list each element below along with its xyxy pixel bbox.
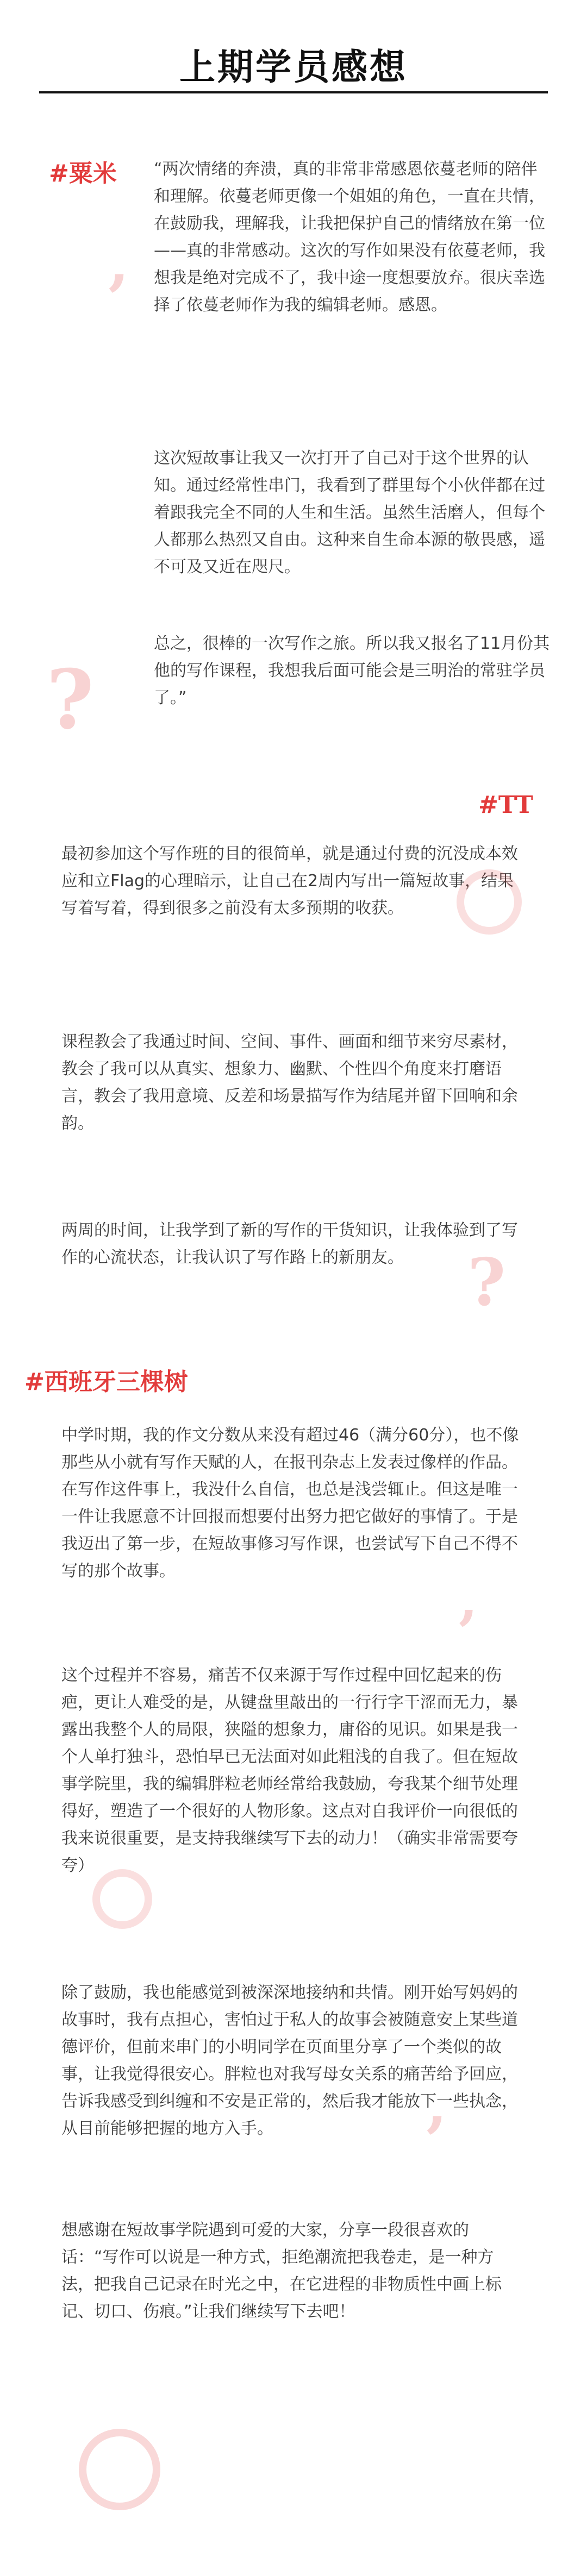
testimonial-paragraph: 总之，很棒的一次写作之旅。所以我又报名了11月份其他的写作课程，我想我后面可能会是三明治的常驻学员了。” — [154, 634, 550, 707]
testimonial-paragraph: 想感谢在短故事学院遇到可爱的大家，分享一段很喜欢的话：“写作可以说是一种方式，拒绝潮流把我卷走，是一种方法，把我自己记录在时光之中，在它进程的非物质性中画上标记、切口、伤痕。”让我们继续写下去吧！ — [61, 2221, 502, 2321]
testimonial-paragraph: 这个过程并不容易，痛苦不仅来源于写作过程中回忆起来的伤疤，更让人难受的是，从键盘里敲出的一行行字干涩而无力，暴露出我整个人的局限，狭隘的想象力，庸俗的见识。如果是我一个人单打独斗，恐怕早已无法面对如此粗浅的自我了。但在短故事学院里，我的编辑胖粒老师经常给我鼓励，夸我某个细节处理得好，塑造了一个很好的人物形象。这点对自我评价一向很低的我来说很重要，是支持我继续写下去的动力！（确实非常需要夸夸） — [61, 1666, 518, 1875]
question-mark-decoration: ? — [46, 652, 94, 748]
title-underline — [39, 91, 548, 93]
quote-mark-decoration: ’ — [106, 261, 129, 337]
question-mark-decoration: ? — [467, 1244, 506, 1321]
testimonial-paragraph: 课程教会了我通过时间、空间、事件、画面和细节来穷尽素材，教会了我可以从真实、想象力、幽默、个性四个角度来打磨语言，教会了我用意境、反差和场景描写作为结尾并留下回响和余韵。 — [61, 1032, 518, 1133]
testimonial-paragraph: “两次情绪的奔溃，真的非常非常感恩依蔓老师的陪伴和理解。依蔓老师更像一个姐姐的角色，一直在共情，在鼓励我，理解我，让我把保护自己的情绪放在第一位——真的非常感动。这次的写作如果没有依蔓老师，我想我是绝对完成不了，我中途一度想要放弃。很庆幸选择了依蔓老师作为我的编辑老师。感恩。 — [154, 160, 545, 315]
testimonial-tag: #粟米 — [49, 160, 117, 187]
testimonial-paragraph: 中学时期，我的作文分数从来没有超过46（满分60分），也不像那些从小就有写作天赋的人，在报刊杂志上发表过像样的作品。在写作这件事上，我没什么自信，也总是浅尝辄止。但这是唯一一件让我愿意不计回报而想要付出努力把它做好的事情了。于是我迈出了第一步，在短故事修习写作课，也尝试写下自己不得不写的那个故事。 — [61, 1426, 519, 1581]
circle-decoration — [79, 2429, 160, 2510]
page-title: 上期学员感想 — [179, 46, 408, 88]
testimonial-paragraph: 最初参加这个写作班的目的很简单，就是通过付费的沉没成本效应和立Flag的心理暗示，让自己在2周内写出一篇短故事，结果写着写着，得到很多之前没有太多预期的收获。 — [61, 844, 518, 918]
testimonial-tag: #TT — [478, 791, 533, 819]
testimonial-paragraph: 这次短故事让我又一次打开了自己对于这个世界的认知。通过经常性串门，我看到了群里每个小伙伴都在过着跟我完全不同的人生和生活。虽然生活磨人，但每个人都那么热烈又自由。这种来自生命本源的敬畏感，遥不可及又近在咫尺。 — [154, 449, 545, 576]
comma-decoration: ’ — [424, 2103, 447, 2179]
testimonial-paragraph: 除了鼓励，我也能感觉到被深深地接纳和共情。刚开始写妈妈的故事时，我有点担心，害怕过于私人的故事会被随意安上某些道德评价，但前来串门的小明同学在页面里分享了一个类似的故事，让我觉得很安心。胖粒也对我写母女关系的痛苦给予回应，告诉我感受到纠缠和不安是正常的，然后我才能放下一些执念，从目前能够把握的地方入手。 — [61, 1983, 518, 2138]
testimonial-paragraph: 两周的时间，让我学到了新的写作的干货知识，让我体验到了写作的心流状态，让我认识了写作路上的新朋友。 — [61, 1221, 518, 1267]
comma-decoration: ’ — [457, 1597, 478, 1668]
testimonial-tag: #西班牙三棵树 — [24, 1368, 188, 1396]
